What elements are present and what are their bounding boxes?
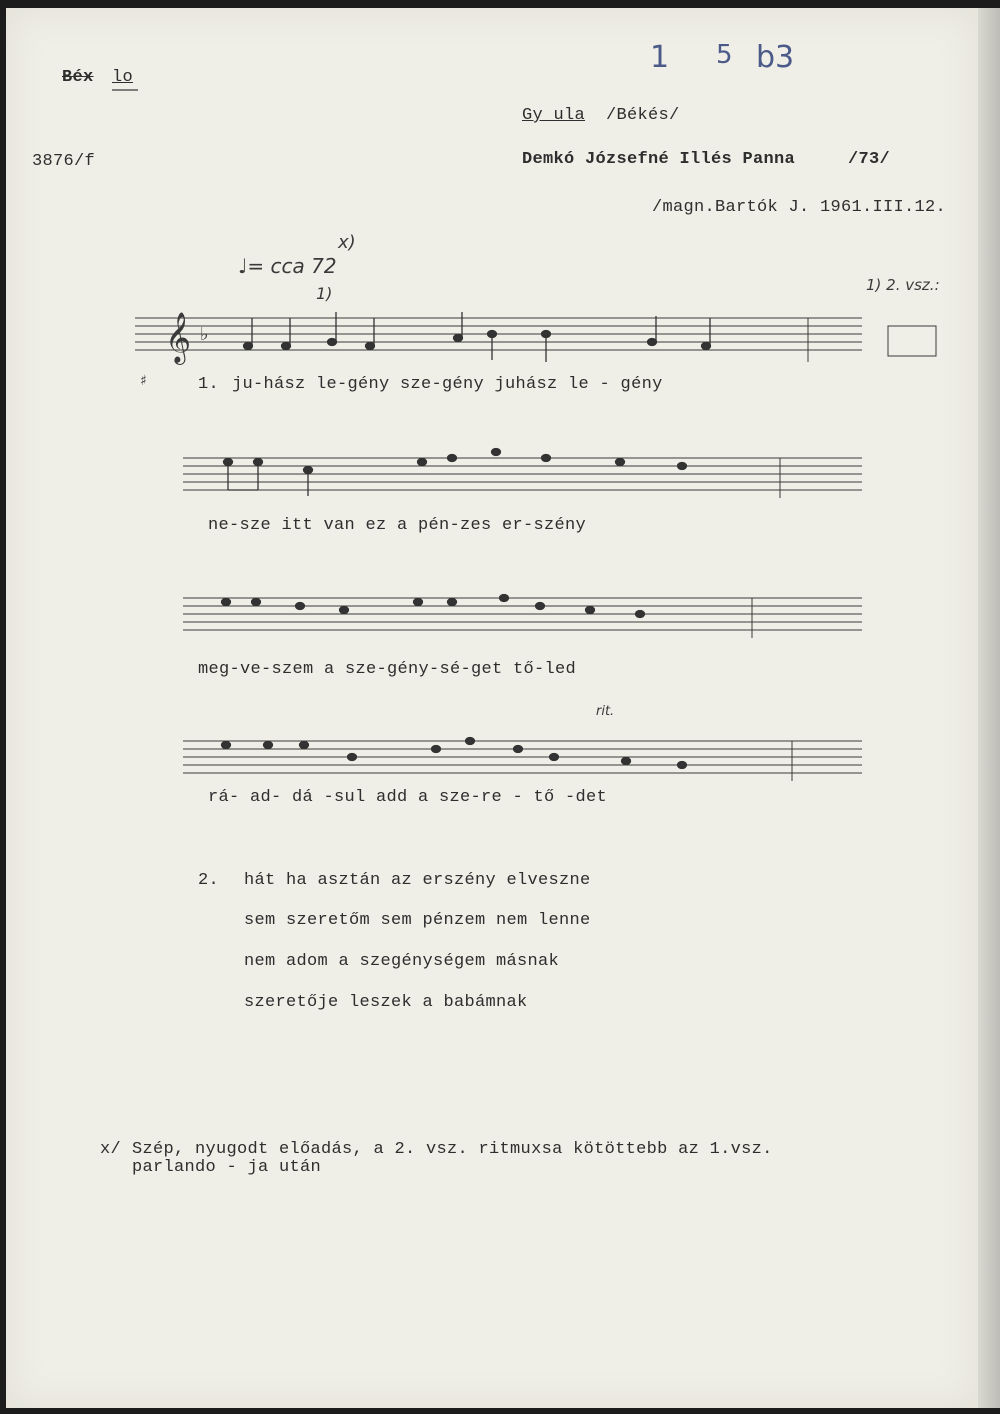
- staff-1: [135, 318, 862, 362]
- lyric-line-3: meg-ve-szem a sze-gény-sé-get tő-led: [198, 660, 577, 679]
- staff-3: [183, 598, 862, 638]
- archive-id: 3876/f: [32, 152, 96, 171]
- hand-ref-b3: b3: [756, 40, 795, 75]
- notes-staff-1: [244, 312, 711, 362]
- second-verse-ref: 1) 2. vsz.:: [866, 276, 940, 294]
- verse2-line-3: nem adom a szegénységem másnak: [244, 952, 560, 971]
- recording-info: /magn.Bartók J. 1961.III.12.: [652, 198, 947, 217]
- footnote-mark-text: x/: [100, 1140, 122, 1159]
- note-mark-1: 1): [316, 284, 333, 303]
- treble-clef-icon: 𝄞: [165, 312, 192, 363]
- page-number: lo: [112, 68, 134, 87]
- verse2-line-1: hát ha asztán az erszény elveszne: [244, 871, 591, 890]
- place-name: Gy ula: [522, 106, 586, 125]
- flat-icon: ♭: [200, 324, 209, 345]
- footnote-mark: x): [338, 232, 356, 253]
- struck-code: Béx: [62, 68, 94, 87]
- footnote-line-2: parlando - ja után: [132, 1158, 322, 1177]
- verse2-line-2: sem szeretőm sem pénzem nem lenne: [244, 911, 591, 930]
- lyric-line-1: ju-hász le-gény sze-gény juhász le - gény: [232, 375, 663, 394]
- hand-ref-1: 1: [650, 40, 670, 75]
- footnote-line-1: Szép, nyugodt előadás, a 2. vsz. ritmuxsa kötöttebb az 1.vsz.: [132, 1140, 773, 1159]
- notes-staff-2: [224, 449, 687, 497]
- sharp-icon: ♯: [140, 373, 147, 389]
- notes-staff-4: [222, 738, 687, 769]
- rit-mark: rit.: [596, 704, 615, 719]
- verse1-number: 1.: [198, 375, 220, 394]
- second-verse-box: [888, 326, 936, 356]
- lyric-line-4: rá- ad- dá -sul add a sze-re - tő -det: [208, 788, 608, 807]
- lyric-line-2: ne-sze itt van ez a pén-zes er-szény: [208, 516, 587, 535]
- verse2-number: 2.: [198, 871, 220, 890]
- singer-age: /73/: [848, 150, 891, 169]
- tempo-mark: ♩= cca 72: [238, 254, 337, 278]
- hand-ref-circled: 5: [716, 40, 733, 70]
- singer-name: Demkó Józsefné Illés Panna: [522, 150, 796, 169]
- county: /Békés/: [606, 106, 680, 125]
- verse2-line-4: szeretője leszek a babámnak: [244, 993, 528, 1012]
- staff-2: [183, 458, 862, 498]
